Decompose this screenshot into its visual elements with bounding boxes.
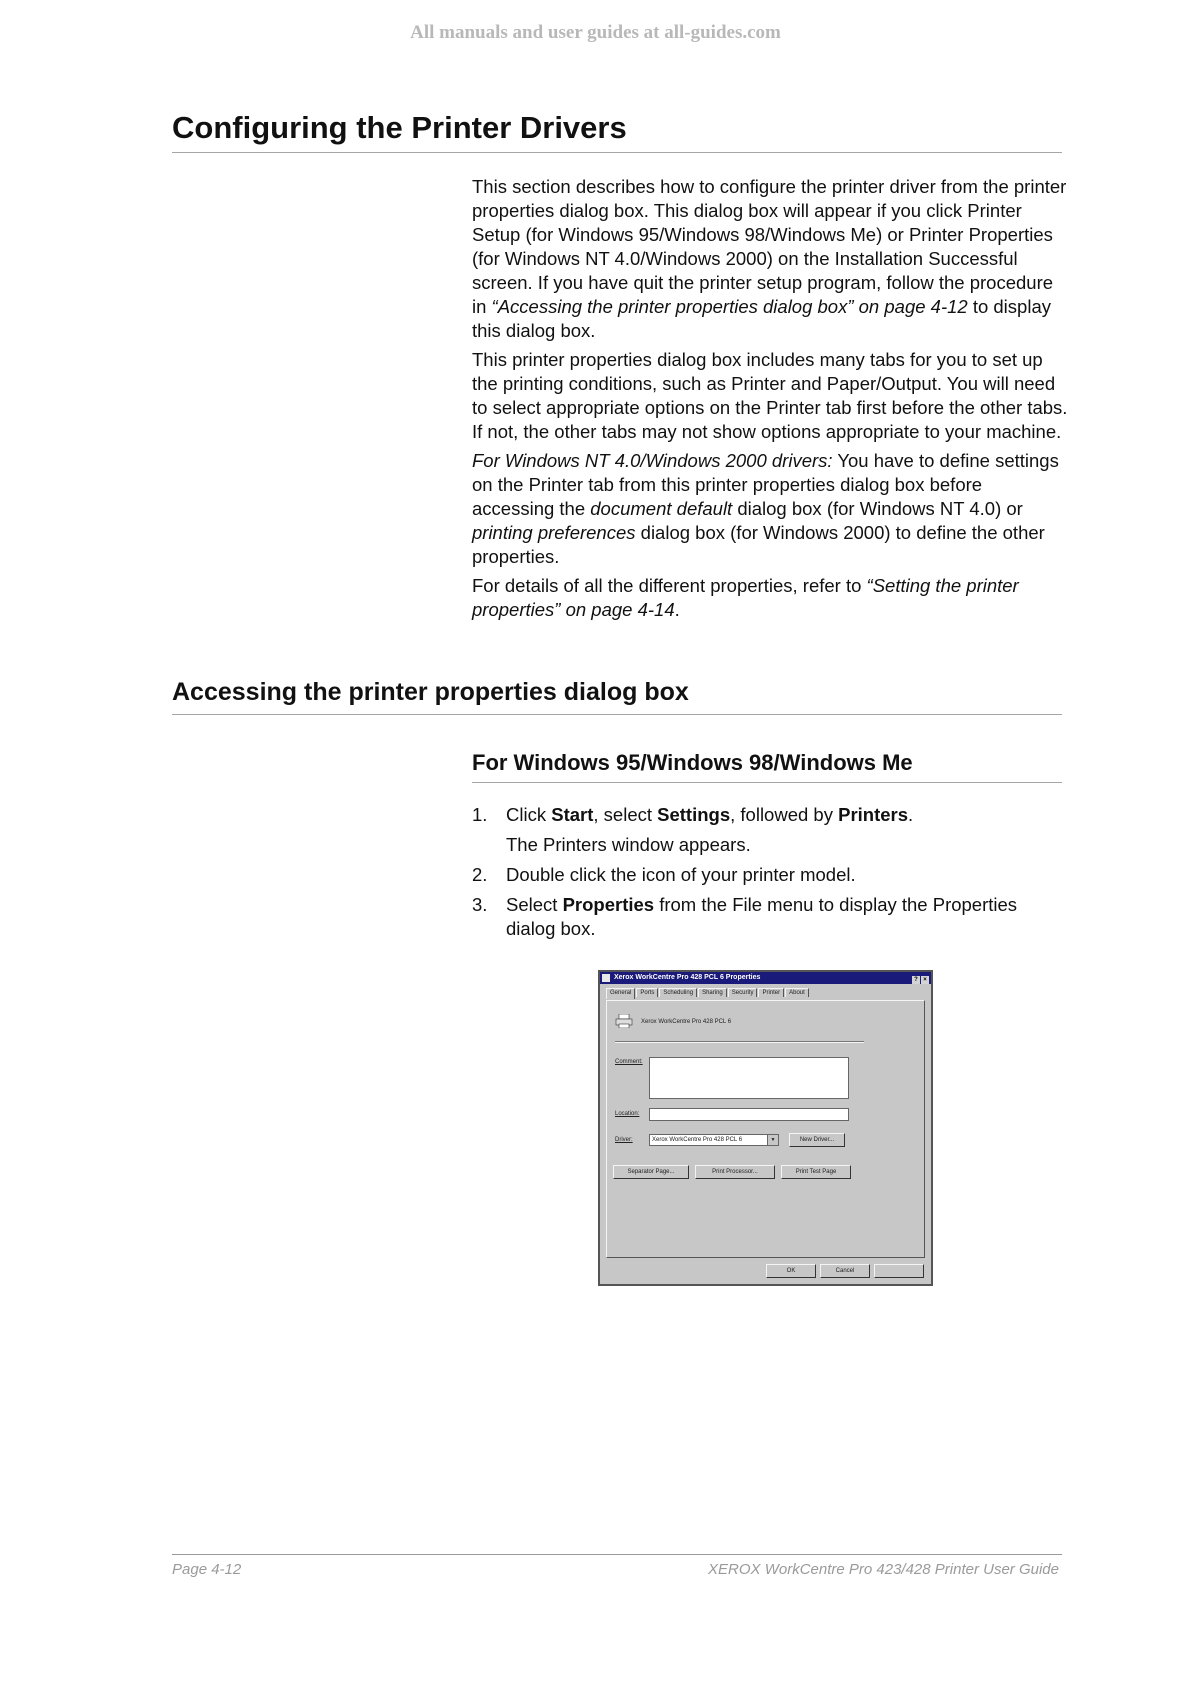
paragraph-4: For details of all the different properties, refer to “Setting the printer properties” on page 4-14. <box>472 575 1019 620</box>
tab-about[interactable]: About <box>785 988 809 997</box>
subsection-heading: For Windows 95/Windows 98/Windows Me <box>472 750 913 775</box>
dialog-tabs <box>606 988 810 999</box>
properties-dialog-screenshot <box>598 970 933 1286</box>
printer-icon <box>615 1014 633 1028</box>
step-number: 1. <box>472 804 488 825</box>
driver-label: Driver: <box>615 1137 633 1143</box>
help-icon[interactable]: ? <box>912 976 920 984</box>
new-driver-button[interactable]: New Driver... <box>789 1133 845 1147</box>
intro-text <box>472 175 1068 627</box>
general-tab-panel <box>606 1000 925 1258</box>
location-label: Location: <box>615 1111 640 1117</box>
subsection-rule <box>472 782 1062 783</box>
comment-label: Comment: <box>615 1059 643 1065</box>
cancel-button[interactable]: Cancel <box>820 1264 870 1278</box>
printer-name: Xerox WorkCentre Pro 428 PCL 6 <box>641 1019 732 1025</box>
printer-title-icon <box>602 974 610 982</box>
section-heading: Accessing the printer properties dialog box <box>172 678 689 706</box>
tab-printer[interactable]: Printer <box>758 988 784 997</box>
comment-field[interactable] <box>649 1057 849 1099</box>
dialog-title: Xerox WorkCentre Pro 428 PCL 6 Properties <box>614 974 761 981</box>
tab-security[interactable]: Security <box>728 988 758 997</box>
step-text: Select Properties from the File menu to display the Properties dialog box. <box>506 894 1018 939</box>
apply-button[interactable] <box>874 1264 924 1278</box>
separator-page-button[interactable]: Separator Page... <box>613 1165 689 1179</box>
page-number: Page 4-12 <box>172 1561 242 1578</box>
step-item <box>472 803 1062 857</box>
chevron-down-icon[interactable]: ▼ <box>767 1135 778 1145</box>
paragraph-1: This section describes how to configure the printer driver from the printer properties dialog box. This dialog box will appear if you click Printer Setup (for Windows 95/Windows 98/Windows Me) or Printer Properties (for Windows NT 4.0/Windows 2000) on the Installation Successful screen. If you have quit the printer setup program, follow the procedure in “Accessing the printer properties dialog box” on page 4-12 to display this dialog box. <box>472 176 1067 341</box>
close-icon[interactable]: × <box>921 976 929 984</box>
title-rule <box>172 152 1062 153</box>
step-number: 2. <box>472 864 488 885</box>
separator <box>615 1041 864 1043</box>
location-field[interactable] <box>649 1108 849 1121</box>
steps-list <box>472 803 1062 947</box>
tab-sharing[interactable]: Sharing <box>698 988 727 997</box>
step-subtext: The Printers window appears. <box>506 834 751 855</box>
step-item <box>472 893 1062 941</box>
tab-general[interactable]: General <box>606 988 635 999</box>
driver-value: Xerox WorkCentre Pro 428 PCL 6 <box>652 1137 743 1143</box>
print-processor-button[interactable]: Print Processor... <box>695 1165 775 1179</box>
print-test-page-button[interactable]: Print Test Page <box>781 1165 851 1179</box>
driver-select[interactable] <box>649 1134 779 1146</box>
page-title: Configuring the Printer Drivers <box>172 110 627 145</box>
dialog-title-bar <box>600 972 931 984</box>
step-text: Click Start, select Settings, followed by Printers. <box>506 804 914 825</box>
guide-title: XEROX WorkCentre Pro 423/428 Printer User Guide <box>708 1561 1059 1578</box>
ok-button[interactable]: OK <box>766 1264 816 1278</box>
step-number: 3. <box>472 894 488 915</box>
step-text: Double click the icon of your printer model. <box>506 864 856 885</box>
paragraph-2: This printer properties dialog box includes many tabs for you to set up the printing conditions, such as Printer and Paper/Output. You will need to select appropriate options on the Printer tab first before the other tabs. If not, the other tabs may not show options appropriate to your machine. <box>472 349 1068 442</box>
section-rule <box>172 714 1062 715</box>
step-item <box>472 863 1062 887</box>
tab-scheduling[interactable]: Scheduling <box>659 988 697 997</box>
footer-rule <box>172 1554 1062 1555</box>
watermark: All manuals and user guides at all-guides.com <box>410 22 781 43</box>
paragraph-3: For Windows NT 4.0/Windows 2000 drivers: You have to define settings on the Printer tab from this printer properties dialog box before accessing the document default dialog box (for Windows NT 4.0) or printing preferences dialog box (for Windows 2000) to define the other properties. <box>472 450 1059 567</box>
tab-ports[interactable]: Ports <box>636 988 658 997</box>
